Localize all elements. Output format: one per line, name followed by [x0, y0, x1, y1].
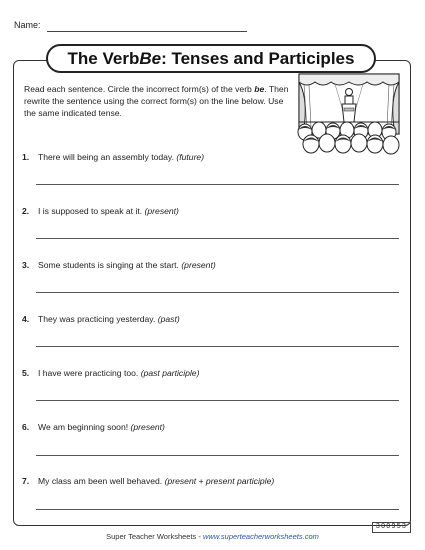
- question-text: There will being an assembly today.: [38, 152, 177, 162]
- question-number: 3.: [22, 260, 30, 270]
- name-line[interactable]: [47, 31, 247, 32]
- worksheet-title: [46, 44, 376, 73]
- question-1: [22, 152, 204, 162]
- answer-line-5[interactable]: [36, 400, 399, 401]
- footer-brand: Super Teacher Worksheets -: [106, 532, 203, 541]
- question-tense: (past): [157, 314, 180, 324]
- question-tense: (past participle): [140, 368, 200, 378]
- question-number: 7.: [22, 476, 30, 486]
- instructions: [24, 83, 292, 119]
- answer-line-6[interactable]: [36, 455, 399, 456]
- answer-line-2[interactable]: [36, 238, 399, 239]
- question-number: 6.: [22, 422, 30, 432]
- question-number: 1.: [22, 152, 30, 162]
- question-tense: (present): [144, 206, 179, 216]
- question-number: 4.: [22, 314, 30, 324]
- question-tense: (present + present participle): [164, 476, 275, 486]
- assembly-stage-illustration: [295, 70, 403, 162]
- question-number: 2.: [22, 206, 30, 216]
- footer-url-link[interactable]: www.superteacherworksheets.com: [202, 532, 319, 541]
- title-verb: Be: [139, 48, 162, 68]
- question-tense: (future): [176, 152, 205, 162]
- question-text: We am beginning soon!: [38, 422, 131, 432]
- name-label: Name:: [14, 20, 41, 30]
- question-3: [22, 260, 216, 270]
- question-text: I have were practicing too.: [38, 368, 141, 378]
- question-text: They was practicing yesterday.: [38, 314, 158, 324]
- footer: [0, 532, 425, 541]
- answer-line-3[interactable]: [36, 292, 399, 293]
- question-text: My class am been well behaved.: [38, 476, 165, 486]
- answer-line-7[interactable]: [36, 509, 399, 510]
- question-2: [22, 206, 179, 216]
- question-text: Some students is singing at the start.: [38, 260, 182, 270]
- answer-line-4[interactable]: [36, 346, 399, 347]
- instructions-part1: Read each sentence. Circle the incorrect form(s) of the verb: [24, 84, 255, 94]
- question-6: [22, 422, 165, 432]
- instructions-part2: . Then rewrite the sentence using the correct form(s) on the line below. Use the same indicated tense.: [24, 84, 289, 118]
- question-4: [22, 314, 180, 324]
- question-text: I is supposed to speak at it.: [38, 206, 145, 216]
- question-tense: (present): [130, 422, 165, 432]
- worksheet-code: 300953: [372, 522, 411, 533]
- instructions-verb: be: [254, 84, 265, 94]
- question-tense: (present): [181, 260, 216, 270]
- question-7: [22, 476, 274, 486]
- title-suffix: : Tenses and Participles: [161, 48, 355, 68]
- answer-line-1[interactable]: [36, 184, 399, 185]
- question-5: [22, 368, 199, 378]
- title-prefix: The Verb: [67, 48, 140, 68]
- question-number: 5.: [22, 368, 30, 378]
